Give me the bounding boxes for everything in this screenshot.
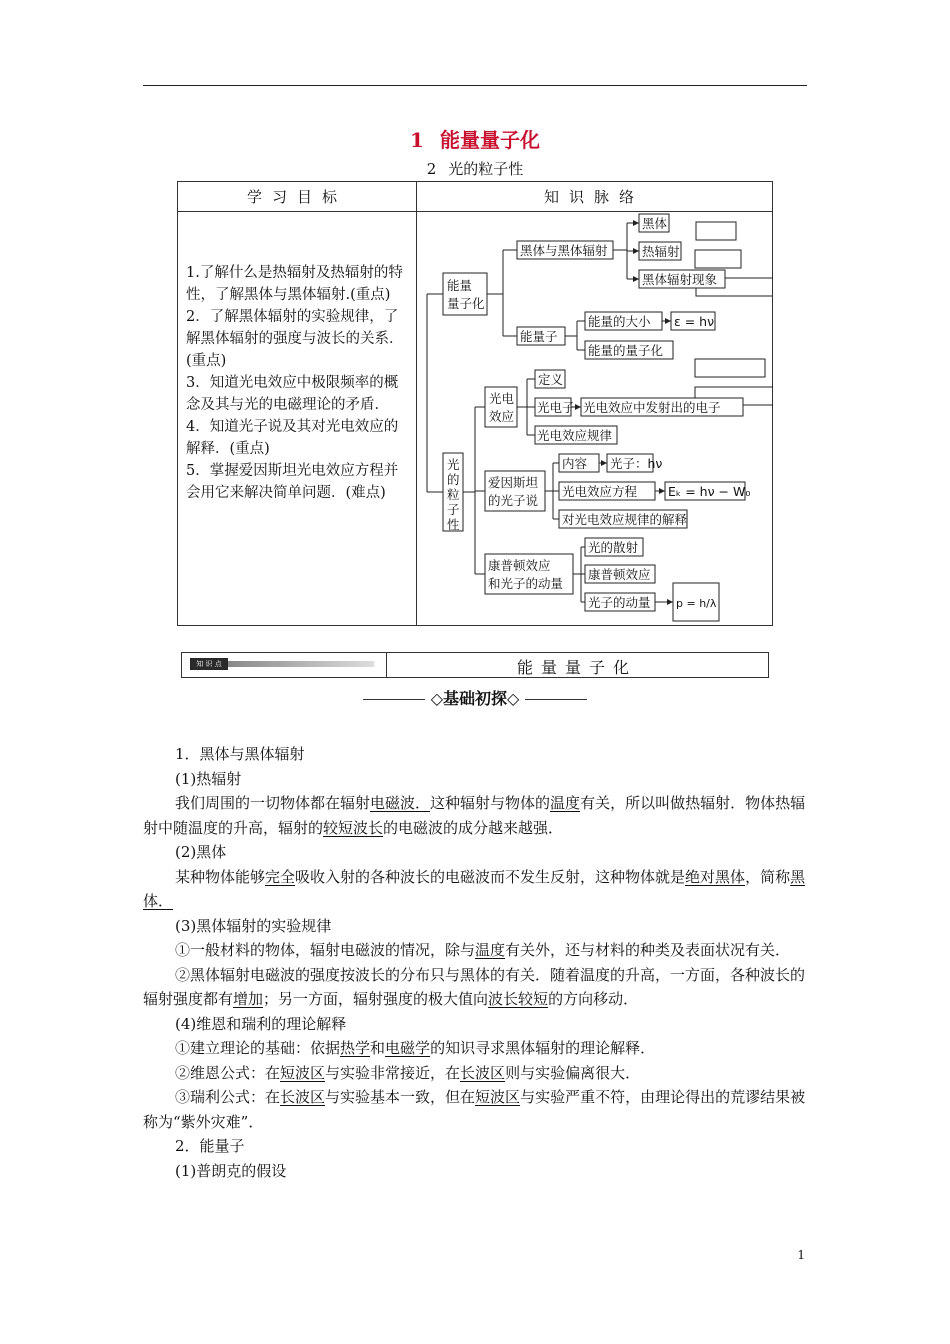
body-paragraph: ②维恩公式：在短波区与实验非常接近，在长波区则与实验偏离很大．: [175, 1063, 641, 1082]
goal-item: 4．知道光子说及其对光电效应的解释．(重点): [186, 419, 399, 457]
top-rule: [143, 85, 807, 86]
map-leaf-definition: 定义: [538, 372, 564, 387]
map-root2-char: 光: [447, 457, 460, 472]
map-leaf-ek-formula: Eₖ = hν − W₀: [668, 484, 751, 499]
map-root1-line2: 量子化: [447, 296, 485, 311]
map-leaf-energy-eq: ε = hν: [674, 314, 715, 329]
map-leaf-heiti: 黑体: [642, 216, 668, 231]
map-leaf-emitted-electron: 光电效应中发射出的电子: [583, 400, 721, 415]
header-knowledge-map: 知识脉络: [543, 188, 644, 206]
knowledge-point-tag: 知 识 点: [190, 658, 228, 670]
map-leaf-photon-momentum: 光子的动量: [588, 595, 651, 610]
body-paragraph: ②黑体辐射电磁波的强度按波长的分布只与黑体的有关．随着温度的升高，一方面，各种波长的辐射强度都有增加；另一方面，辐射强度的极大值向波长较短的方向移动．: [143, 965, 806, 1008]
map-leaf-quantization: 能量的量子化: [588, 343, 664, 358]
map-root2-char: 粒: [447, 487, 460, 502]
body-paragraph: ①一般材料的物体，辐射电磁波的情况，除与温度有关外，还与材料的种类及表面状况有关．: [175, 941, 791, 959]
body-paragraph: 2．能量子: [175, 1137, 245, 1155]
body-paragraph: 某种物体能够完全吸收入射的各种波长的电磁波而不发生反射，这种物体就是绝对黑体，简称黑体．: [143, 867, 806, 910]
section-banner: [181, 652, 769, 678]
map-node-quantum: 能量子: [520, 329, 558, 344]
map-leaf-pe-law: 光电效应规律: [537, 428, 613, 443]
banner-gradient-bar: [228, 661, 374, 667]
map-leaf-blackbody-phenomenon: 黑体辐射现象: [642, 272, 718, 287]
map-leaf-scattering: 光的散射: [588, 540, 639, 555]
map-leaf-pe-equation: 光电效应方程: [562, 484, 638, 499]
goal-item: 2．了解黑体辐射的实验规律，了解黑体辐射的强度与波长的关系．(重点): [186, 309, 404, 369]
body-paragraph: (1)普朗克的假设: [175, 1161, 287, 1180]
map-node-photoelectric-line2: 效应: [489, 409, 515, 424]
map-leaf-explanation: 对光电效应规律的解释: [562, 512, 688, 527]
header-learning-goals: 学习目标: [246, 188, 347, 206]
map-node-compton-line1: 康普顿效应: [488, 558, 551, 573]
body-paragraph: (2)黑体: [175, 843, 227, 861]
body-paragraph: 我们周围的一切物体都在辐射电磁波．这种辐射与物体的温度有关，所以叫做热辐射．物体热辐射中随温度的升高，辐射的较短波长的电磁波的成分越来越强．: [143, 794, 806, 837]
map-root2-char: 性: [447, 517, 460, 532]
map-leaf-photoelectron: 光电子: [537, 400, 575, 415]
goal-item: 1.了解什么是热辐射及热辐射的特性，了解黑体与黑体辐射.(重点): [186, 265, 403, 303]
body-paragraph: (1)热辐射: [175, 769, 242, 788]
body-paragraph: (4)维恩和瑞利的理论解释: [175, 1014, 347, 1033]
knowledge-map-diagram: [417, 212, 773, 626]
map-node-einstein-line1: 爱因斯坦: [488, 475, 539, 490]
map-leaf-energy-size: 能量的大小: [588, 314, 651, 329]
map-leaf-photon-energy: 光子：hν: [610, 456, 663, 471]
map-node-compton-line2: 和光子的动量: [488, 576, 564, 591]
map-node-einstein-line2: 的光子说: [488, 493, 539, 508]
goals-list: [186, 262, 412, 504]
page-subtitle: 2 光的粒子性: [426, 160, 524, 178]
goal-item: 3．知道光电效应中极限频率的概念及其与光的电磁理论的矛盾．: [186, 375, 399, 413]
map-leaf-thermal-radiation: 热辐射: [642, 244, 680, 259]
map-leaf-content: 内容: [562, 456, 588, 471]
map-node-blackbody: 黑体与黑体辐射: [520, 243, 608, 258]
body-text: [143, 742, 807, 1183]
objectives-table: [177, 181, 773, 626]
page-title: 1 能量量子化: [410, 128, 540, 152]
page-number: 1: [797, 1248, 805, 1262]
body-paragraph: 1．黑体与黑体辐射: [175, 745, 305, 763]
section-heading: ◇基础初探◇: [0, 686, 950, 709]
map-root2-char: 子: [447, 502, 460, 517]
map-root1-line1: 能量: [447, 278, 473, 293]
body-paragraph: (3)黑体辐射的实验规律: [175, 916, 332, 935]
banner-label: 能量量子化: [516, 658, 637, 677]
goal-item: 5．掌握爱因斯坦光电效应方程并会用它来解决简单问题．(难点): [186, 463, 399, 501]
body-paragraph: ③瑞利公式：在长波区与实验基本一致，但在短波区与实验严重不符，由理论得出的荒谬结果被称为“紫外灾难”．: [143, 1088, 806, 1131]
map-leaf-momentum-formula: p = h/λ: [676, 597, 717, 610]
body-paragraph: ①建立理论的基础：依据热学和电磁学的知识寻求黑体辐射的理论解释．: [175, 1039, 656, 1057]
map-node-photoelectric-line1: 光电: [489, 391, 515, 406]
map-leaf-compton: 康普顿效应: [588, 567, 651, 582]
map-root2-char: 的: [447, 472, 460, 487]
